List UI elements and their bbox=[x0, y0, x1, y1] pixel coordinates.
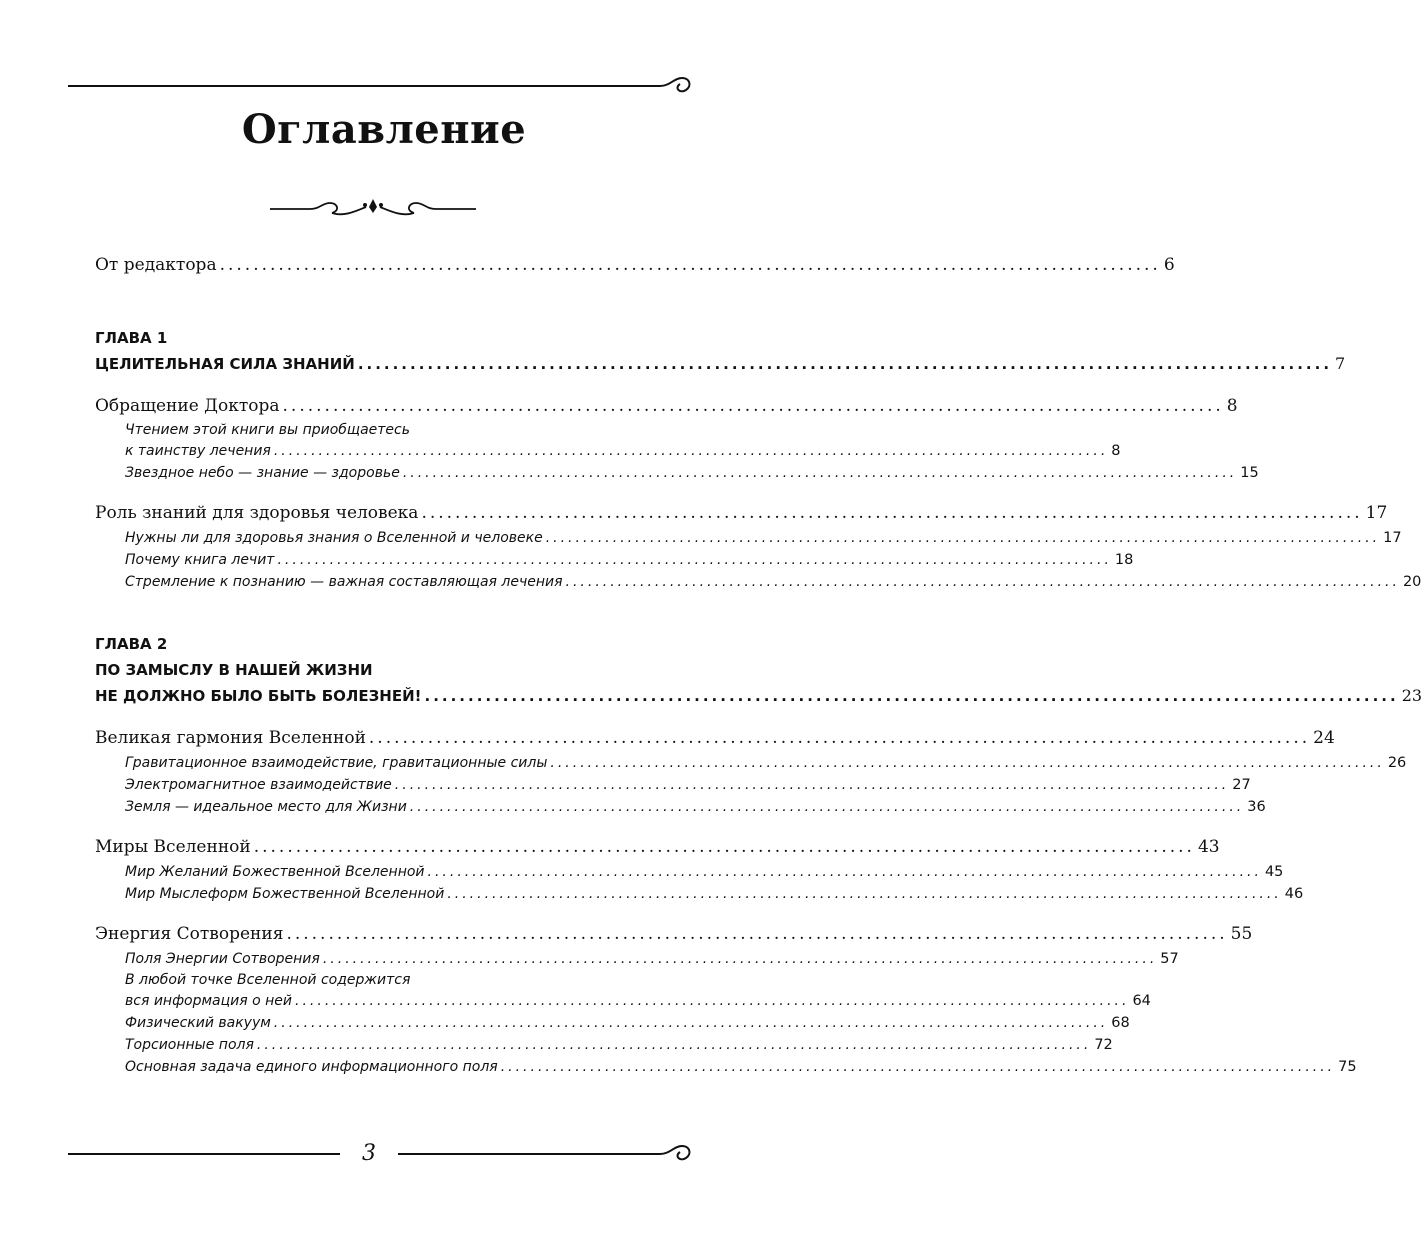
toc-entry-page: 27 bbox=[1232, 777, 1251, 793]
toc-entry-page: 55 bbox=[1230, 924, 1253, 944]
toc-entry-text: Роль знаний для здоровья человека bbox=[95, 503, 419, 523]
toc-entry-text: Миры Вселенной bbox=[95, 837, 251, 857]
dot-leader: ................................................................................................................ bbox=[550, 755, 1385, 771]
toc-subentry-line1: В любой точке Вселенной содержится bbox=[125, 972, 411, 988]
toc-entry-text: Мир Желаний Божественной Вселенной bbox=[125, 864, 425, 880]
dot-leader: ................................................................................................................ bbox=[447, 886, 1282, 902]
page-title: Оглавление bbox=[241, 106, 527, 153]
dot-leader: ................................................................................................................ bbox=[219, 255, 1161, 275]
toc-entry-page: 24 bbox=[1313, 728, 1335, 748]
dot-leader: ................................................................................................................ bbox=[277, 552, 1112, 568]
chapter-2-label: ГЛАВА 2 bbox=[95, 635, 168, 653]
toc-entry-page: 64 bbox=[1132, 993, 1151, 1009]
chapter-1-label: ГЛАВА 1 bbox=[95, 329, 168, 347]
dot-leader: ................................................................................................................ bbox=[357, 355, 1333, 373]
dot-leader: ................................................................................................................ bbox=[295, 993, 1130, 1009]
toc-section-entry[interactable] bbox=[95, 921, 1253, 948]
toc-entry-text: Обращение Доктора bbox=[95, 396, 280, 416]
dot-leader: ................................................................................................................ bbox=[273, 443, 1109, 459]
toc-entry-page: 8 bbox=[1226, 396, 1238, 416]
dot-leader: ................................................................................................................ bbox=[394, 777, 1230, 793]
toc-subentry[interactable] bbox=[95, 796, 1266, 818]
toc-subentry[interactable] bbox=[95, 774, 1251, 796]
toc-subentry[interactable] bbox=[95, 527, 1402, 549]
toc-entry-text: Мир Мыслеформ Божественной Вселенной bbox=[125, 886, 445, 902]
toc-entry-page: 26 bbox=[1387, 755, 1407, 771]
toc-entry-page: 43 bbox=[1197, 837, 1220, 857]
toc-section-entry[interactable] bbox=[95, 500, 1388, 527]
toc-entry-text: Физический вакуум bbox=[125, 1015, 271, 1031]
toc-subentry[interactable] bbox=[95, 1034, 1113, 1056]
toc-entry-text: Звездное небо — знание — здоровье bbox=[125, 465, 400, 481]
dot-leader: ................................................................................................................ bbox=[253, 837, 1195, 857]
toc-entry-page: 46 bbox=[1284, 886, 1304, 902]
toc-subentry[interactable] bbox=[95, 1012, 1130, 1034]
toc-entry-page: 8 bbox=[1111, 443, 1121, 459]
toc-entry-text: Поля Энергии Сотворения bbox=[125, 951, 320, 967]
page-number: 3 bbox=[340, 1140, 398, 1168]
toc-entry-page: 20 bbox=[1402, 574, 1422, 590]
chapter-1-page: 7 bbox=[1335, 354, 1346, 373]
chapter-1-title-entry[interactable] bbox=[95, 351, 1346, 377]
toc-entry-text: Великая гармония Вселенной bbox=[95, 728, 366, 748]
toc-entry-page: 72 bbox=[1094, 1037, 1113, 1053]
toc-subentry[interactable] bbox=[95, 1056, 1357, 1078]
chapter-2-title: НЕ ДОЛЖНО БЫЛО БЫТЬ БОЛЕЗНЕЙ! bbox=[95, 687, 422, 705]
title-ornament bbox=[270, 195, 476, 221]
dot-leader: ................................................................................................................ bbox=[273, 1015, 1109, 1031]
toc-entry-page: 68 bbox=[1111, 1015, 1130, 1031]
dot-leader: ................................................................................................................ bbox=[500, 1059, 1336, 1075]
toc-subentry[interactable] bbox=[95, 948, 1179, 970]
toc-entry-text: Нужны ли для здоровья знания о Вселенной и человеке bbox=[125, 530, 543, 546]
dot-leader: ................................................................................................................ bbox=[424, 687, 1399, 705]
toc-subentry[interactable] bbox=[95, 462, 1259, 484]
toc-entry-page: 18 bbox=[1114, 552, 1134, 568]
chapter-2-title-entry[interactable] bbox=[95, 683, 1422, 709]
toc-entry-editor[interactable] bbox=[95, 252, 1175, 279]
toc-section-entry[interactable] bbox=[95, 393, 1238, 420]
toc-entry-page: 36 bbox=[1247, 799, 1266, 815]
dot-leader: ................................................................................................................ bbox=[402, 465, 1238, 481]
toc-subentry-line1: Чтением этой книги вы приобщаетесь bbox=[125, 422, 410, 438]
toc-subentry[interactable] bbox=[95, 883, 1304, 905]
toc-entry-text: Электромагнитное взаимодействие bbox=[125, 777, 392, 793]
dot-leader: ................................................................................................................ bbox=[282, 396, 1224, 416]
toc-subentry[interactable] bbox=[95, 440, 1121, 462]
dot-leader: ................................................................................................................ bbox=[545, 530, 1381, 546]
toc-entry-text: Торсионные поля bbox=[125, 1037, 254, 1053]
toc-entry-text: Земля — идеальное место для Жизни bbox=[125, 799, 407, 815]
toc-entry-page: 57 bbox=[1160, 951, 1179, 967]
chapter-2-page: 23 bbox=[1401, 686, 1422, 705]
toc-entry-page: 15 bbox=[1240, 465, 1259, 481]
toc-entry-text: Гравитационное взаимодействие, гравитационные силы bbox=[125, 755, 548, 771]
toc-subentry[interactable] bbox=[95, 861, 1284, 883]
toc-entry-text: От редактора bbox=[95, 255, 217, 275]
dot-leader: ................................................................................................................ bbox=[256, 1037, 1092, 1053]
toc-entry-page: 75 bbox=[1338, 1059, 1357, 1075]
chapter-1-title: ЦЕЛИТЕЛЬНАЯ СИЛА ЗНАНИЙ bbox=[95, 355, 355, 373]
toc-entry-text: Почему книга лечит bbox=[125, 552, 275, 568]
toc-section-entry[interactable] bbox=[95, 834, 1220, 861]
dot-leader: ................................................................................................................ bbox=[427, 864, 1262, 880]
toc-entry-text: Основная задача единого информационного поля bbox=[125, 1059, 498, 1075]
dot-leader: ................................................................................................................ bbox=[409, 799, 1245, 815]
toc-entry-page: 45 bbox=[1264, 864, 1284, 880]
toc-entry-page: 17 bbox=[1365, 503, 1388, 523]
toc-section-entry[interactable] bbox=[95, 725, 1335, 752]
toc-entry-page: 17 bbox=[1383, 530, 1402, 546]
toc-subentry[interactable] bbox=[95, 549, 1134, 571]
toc-subentry[interactable] bbox=[95, 571, 1422, 593]
dot-leader: ................................................................................................................ bbox=[322, 951, 1158, 967]
toc-subentry[interactable] bbox=[95, 752, 1407, 774]
dot-leader: ................................................................................................................ bbox=[368, 728, 1311, 748]
table-of-contents bbox=[95, 252, 1422, 1078]
chapter-2-title-line1: ПО ЗАМЫСЛУ В НАШЕЙ ЖИЗНИ bbox=[95, 661, 373, 679]
dot-leader: ................................................................................................................ bbox=[565, 574, 1400, 590]
toc-entry-page: 6 bbox=[1163, 255, 1175, 275]
dot-leader: ................................................................................................................ bbox=[421, 503, 1363, 523]
toc-entry-text: Энергия Сотворения bbox=[95, 924, 284, 944]
dot-leader: ................................................................................................................ bbox=[286, 924, 1228, 944]
toc-subentry[interactable] bbox=[95, 990, 1151, 1012]
top-decorative-rule bbox=[68, 70, 698, 100]
toc-entry-text: Стремление к познанию — важная составляющая лечения bbox=[125, 574, 563, 590]
toc-entry-text: к таинству лечения bbox=[125, 443, 271, 459]
toc-entry-text: вся информация о ней bbox=[125, 993, 293, 1009]
